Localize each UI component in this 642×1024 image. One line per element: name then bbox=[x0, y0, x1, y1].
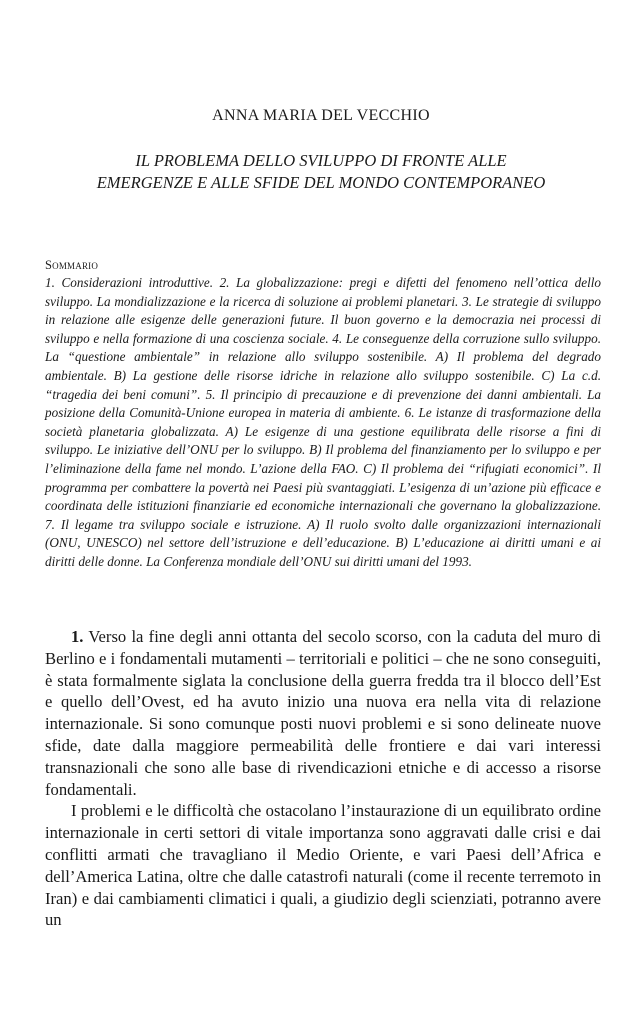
article-title bbox=[0, 150, 642, 194]
section-number: 1. bbox=[71, 627, 84, 646]
summary-heading: Sommario bbox=[45, 258, 99, 272]
paragraph-1 bbox=[45, 626, 601, 800]
paragraph-2: I problemi e le difficoltà che ostacolano l’instaurazione di un equilibrato ordine internazionale in certi settori di vitale importanza sono aggravati dalle crisi e dai conflitti armati che travagliano il Medio Oriente, e vari Paesi dell’Africa e dell’America Latina, oltre che dalle catastrofi naturali (come il recente terremoto in Iran) e dai cambiamenti climatici i quali, a giudizio degli scienziati, potranno avere un bbox=[45, 801, 601, 930]
paragraph-1-text: Verso la fine degli anni ottanta del secolo scorso, con la caduta del muro di Berlino e i fondamentali mutamenti – territoriali e politici – che ne sono conseguiti, è stata formalmente siglata la conclusione della guerra fredda tra il blocco dell’Est e quello dell’Ovest, ed ha avuto inizio una nuova era nella vita di relazione internazionale. Si sono comunque posti nuovi problemi e si sono delineate nuove sfide, date dalla maggiore permeabilità delle frontiere e dai vari interessi transnazionali che sono alle base di rivendicazioni etniche e di accesso a risorse fondamentali. bbox=[45, 627, 601, 799]
summary-block bbox=[45, 256, 601, 572]
body-text bbox=[45, 626, 601, 931]
summary-text: 1. Considerazioni introduttive. 2. La globalizzazione: pregi e difetti del fenomeno nell’ottica dello sviluppo. La mondializzazione e la ricerca di soluzione ai problemi planetari. 3. Le strategie di sviluppo in relazione alle esigenze delle generazioni future. Il buon governo e la democrazia nei processi di sviluppo e nella formazione di una coscienza sociale. 4. Le conseguenze della corruzione sullo sviluppo. La “questione ambientale” in relazione allo sviluppo sostenibile. A) Il problema del degrado ambientale. B) La gestione delle risorse idriche in relazione allo sviluppo sostenibile. C) La c.d. “tragedia dei beni comuni”. 5. Il principio di precauzione e di prevenzione dei danni ambientali. La posizione della Comunità-Unione europea in materia di ambiente. 6. Le istanze di trasformazione della società planetaria globalizzata. A) Le esigenze di una gestione equilibrata delle risorse a fini di sviluppo. Le iniziative dell’ONU per lo sviluppo. B) Il problema del finanziamento per lo sviluppo e per l’eliminazione della fame nel mondo. L’azione della FAO. C) Il problema dei “rifugiati economici”. Il programma per combattere la povertà nei Paesi più svantaggiati. L’esigenza di un’azione più efficace e coordinata delle istituzioni finanziarie ed economiche internazionali che governano la globalizzazione. 7. Il legame tra sviluppo sociale e istruzione. A) Il ruolo svolto dalle organizzazioni internazionali (ONU, UNESCO) nel settore dell’istruzione e dell’educazione. B) L’educazione ai diritti umani e ai diritti delle donne. La Conferenza mondiale dell’ONU sui diritti umani del 1993. bbox=[45, 275, 601, 569]
author-name: ANNA MARIA DEL VECCHIO bbox=[212, 107, 430, 124]
title-line-2: EMERGENZE E ALLE SFIDE DEL MONDO CONTEMPORANEO bbox=[96, 173, 546, 192]
title-line-1: IL PROBLEMA DELLO SVILUPPO DI FRONTE ALLE bbox=[135, 151, 507, 170]
